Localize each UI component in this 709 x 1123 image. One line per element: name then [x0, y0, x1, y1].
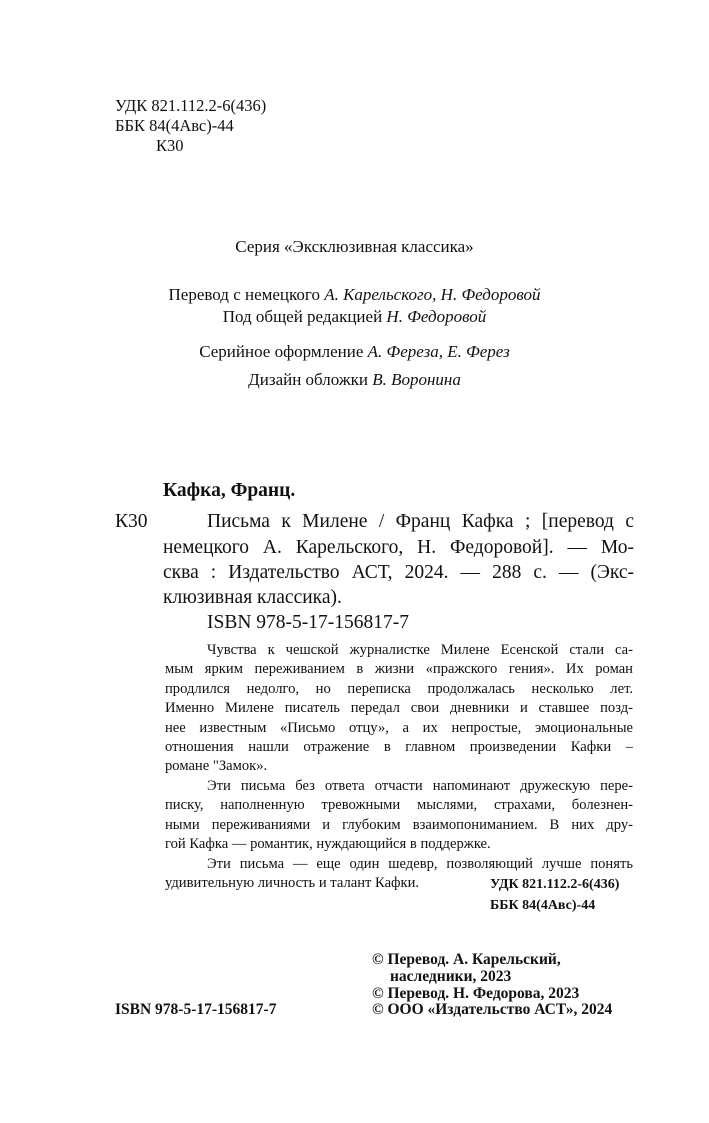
cover-design-name: В. Воронина — [372, 370, 461, 389]
annotation-line-2: мым ярким переживанием в жизни «пражского гения». Их роман — [165, 661, 633, 677]
copyright-line-2: наследники, 2023 — [390, 968, 512, 985]
annotation-line-10: ными переживаниями и глубоким взаимопониманием. В них дру- — [165, 817, 633, 833]
editor-name: Н. Федоровой — [386, 307, 487, 326]
annotation-line-7: романе "Замок». — [165, 758, 268, 774]
series-line: Серия «Эксклюзивная классика» — [235, 237, 474, 256]
cover-design-label: Дизайн обложки — [248, 370, 373, 389]
series-design-credit — [0, 341, 709, 363]
annotation-line-6: отношения нашли отражение в главном произведении Кафки – — [165, 739, 633, 755]
annotation-line-13: удивительную личность и талант Кафки. — [165, 875, 420, 891]
translation-label: Перевод с немецкого — [168, 285, 325, 304]
annotation-line-11: гой Кафка — романтик, нуждающийся в поддержке. — [165, 836, 491, 852]
annotation-line-4: Именно Милене писатель передал свои дневники и ставшее позд- — [165, 700, 633, 716]
annotation-line-1: Чувства к чешской журналистке Милене Есенской стали са- — [207, 642, 633, 658]
annotation-line-8: Эти письма без ответа отчасти напоминают дружескую пере- — [207, 778, 633, 794]
catalog-line-2: немецкого А. Карельского, Н. Федоровой]. — Мо- — [163, 537, 634, 558]
series-design-names: А. Фереза, Е. Ферез — [367, 342, 510, 361]
bbk-code: ББК 84(4Авс)-44 — [115, 116, 234, 135]
bottom-udk-code: УДК 821.112.2-6(436) — [490, 877, 620, 892]
cover-design-credit — [0, 369, 709, 391]
catalog-isbn: ISBN 978-5-17-156817-7 — [207, 612, 410, 633]
copyright-line-1: © Перевод. А. Карельский, — [372, 951, 561, 968]
annotation-line-5: нее известным «Письмо отцу», а их непростые, эмоциональные — [165, 720, 633, 736]
catalog-line-4: клюзивная классика). — [163, 587, 342, 608]
isbn-bottom: ISBN 978-5-17-156817-7 — [115, 1001, 277, 1018]
catalog-line-1: Письма к Милене / Франц Кафка ; [перевод с — [207, 511, 634, 532]
udk-code: УДК 821.112.2-6(436) — [115, 96, 267, 115]
translation-names: А. Карельского, Н. Федоровой — [324, 285, 541, 304]
series-design-label: Серийное оформление — [199, 342, 368, 361]
catalog-line-3: сква : Издательство АСТ, 2024. — 288 с. — (Экс- — [163, 562, 634, 583]
catalog-mark: К30 — [115, 511, 148, 532]
annotation-line-12: Эти письма — еще один шедевр, позволяющий лучше понять — [207, 856, 633, 872]
author-mark: К30 — [156, 136, 184, 155]
author-heading: Кафка, Франц. — [163, 480, 296, 501]
editor-credit — [0, 306, 709, 328]
annotation-line-9: писку, наполненную тревожными мыслями, страхами, болезнен- — [165, 797, 633, 813]
annotation-line-3: продлился недолго, но переписка продолжалась несколько лет. — [165, 681, 633, 697]
copyright-line-4: © ООО «Издательство АСТ», 2024 — [372, 1001, 613, 1018]
bottom-bbk-code: ББК 84(4Авс)-44 — [490, 898, 596, 913]
editor-label: Под общей редакцией — [222, 307, 387, 326]
translation-credit — [0, 284, 709, 306]
copyright-line-3: © Перевод. Н. Федорова, 2023 — [372, 985, 580, 1002]
